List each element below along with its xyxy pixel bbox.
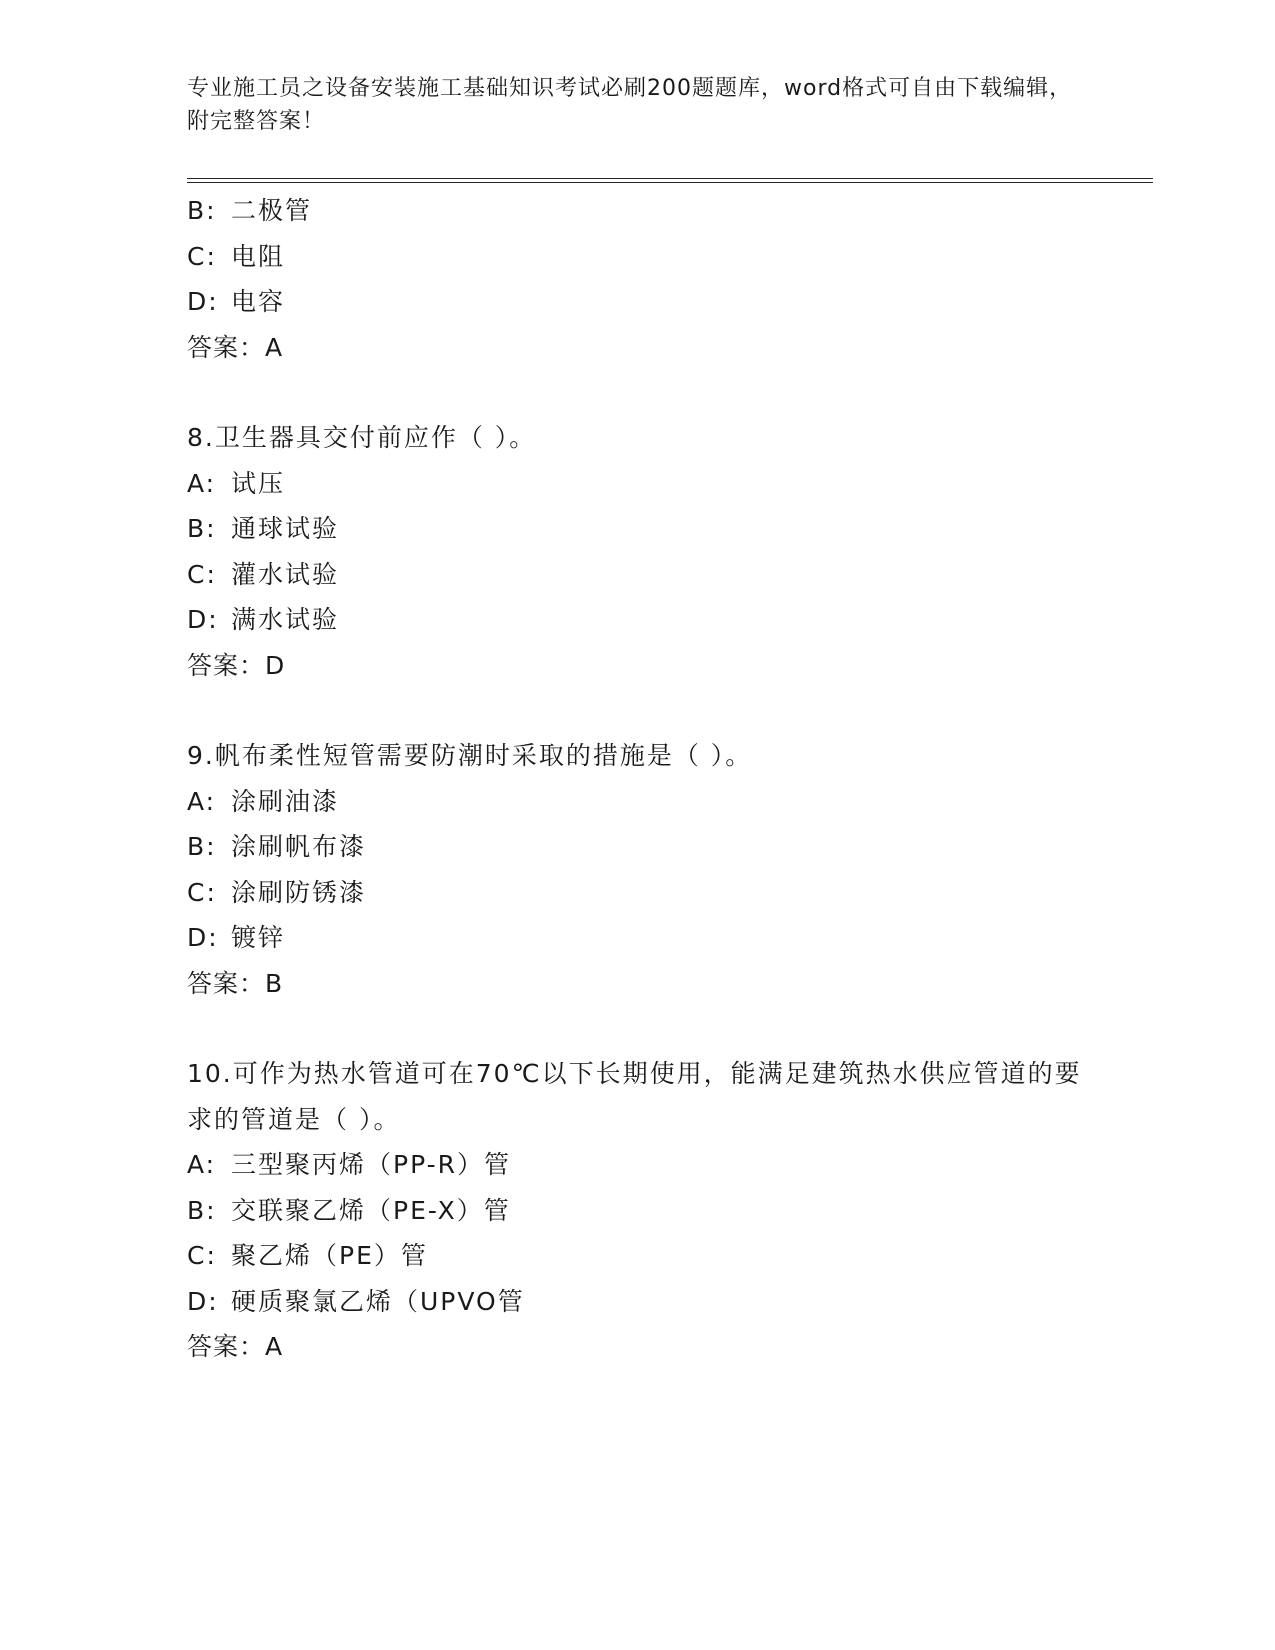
- option-b: [187, 506, 1107, 552]
- option-b: [187, 188, 1107, 234]
- option-d: [187, 915, 1107, 961]
- option-text: 通球试验: [231, 514, 340, 543]
- option-label: C:: [187, 559, 217, 589]
- question-list: [187, 188, 1107, 1370]
- option-label: B:: [187, 832, 217, 861]
- header-divider-bottom: [187, 182, 1153, 183]
- option-d: [187, 1279, 1107, 1325]
- option-label: B:: [187, 514, 217, 543]
- option-label: C:: [187, 877, 217, 907]
- option-c: [187, 1233, 1107, 1279]
- option-b: [187, 824, 1107, 870]
- header-divider-top: [187, 178, 1153, 179]
- spacer: [187, 688, 1107, 733]
- answer: 答案：B: [187, 968, 284, 998]
- question-stem: 9.帆布柔性短管需要防潮时采取的措施是（ ）。: [187, 741, 753, 770]
- option-text: 镀锌: [231, 923, 286, 952]
- question-8: [187, 415, 1107, 688]
- answer: 答案：D: [187, 650, 286, 680]
- question-10: [187, 1051, 1107, 1370]
- option-label: D:: [187, 605, 219, 634]
- option-d: [187, 597, 1107, 643]
- option-text: 灌水试验: [231, 559, 340, 589]
- option-text: 涂刷防锈漆: [231, 877, 367, 907]
- option-a: [187, 779, 1107, 825]
- option-text: 涂刷帆布漆: [231, 832, 367, 861]
- option-label: D:: [187, 1286, 219, 1316]
- question-stem: 10.可作为热水管道可在70℃以下长期使用，能满足建筑热水供应管道的要求的管道是（ ）。: [187, 1059, 1082, 1134]
- option-text: 试压: [231, 468, 286, 498]
- option-text: 电容: [231, 287, 286, 316]
- option-text: 聚乙烯（PE）管: [231, 1241, 428, 1270]
- option-label: B:: [187, 1195, 217, 1225]
- option-c: [187, 234, 1107, 280]
- option-b: [187, 1188, 1107, 1234]
- document-header: 专业施工员之设备安装施工基础知识考试必刷200题题库，word格式可自由下载编辑，附完整答案！: [187, 76, 1073, 134]
- option-c: [187, 870, 1107, 916]
- answer: 答案：A: [187, 1332, 284, 1361]
- option-label: C:: [187, 1241, 217, 1270]
- option-text: 硬质聚氯乙烯（UPVO管: [231, 1286, 525, 1316]
- option-text: 交联聚乙烯（PE-X）管: [231, 1195, 511, 1225]
- option-label: A:: [187, 786, 217, 816]
- option-label: B:: [187, 196, 217, 225]
- option-a: [187, 1142, 1107, 1188]
- option-text: 电阻: [231, 241, 286, 271]
- option-label: D:: [187, 923, 219, 952]
- question-partial: [187, 188, 1107, 370]
- spacer: [187, 1006, 1107, 1051]
- question-stem: 8.卫生器具交付前应作（ ）。: [187, 423, 537, 452]
- option-text: 满水试验: [231, 605, 340, 634]
- answer: 答案：A: [187, 332, 284, 362]
- option-a: [187, 461, 1107, 507]
- option-text: 三型聚丙烯（PP-R）管: [231, 1150, 511, 1179]
- option-d: [187, 279, 1107, 325]
- option-text: 二极管: [231, 196, 313, 225]
- option-label: D:: [187, 287, 219, 316]
- spacer: [187, 370, 1107, 415]
- option-c: [187, 552, 1107, 598]
- option-label: A:: [187, 1150, 217, 1179]
- option-label: A:: [187, 468, 217, 498]
- question-9: [187, 733, 1107, 1006]
- option-label: C:: [187, 241, 217, 271]
- option-text: 涂刷油漆: [231, 786, 340, 816]
